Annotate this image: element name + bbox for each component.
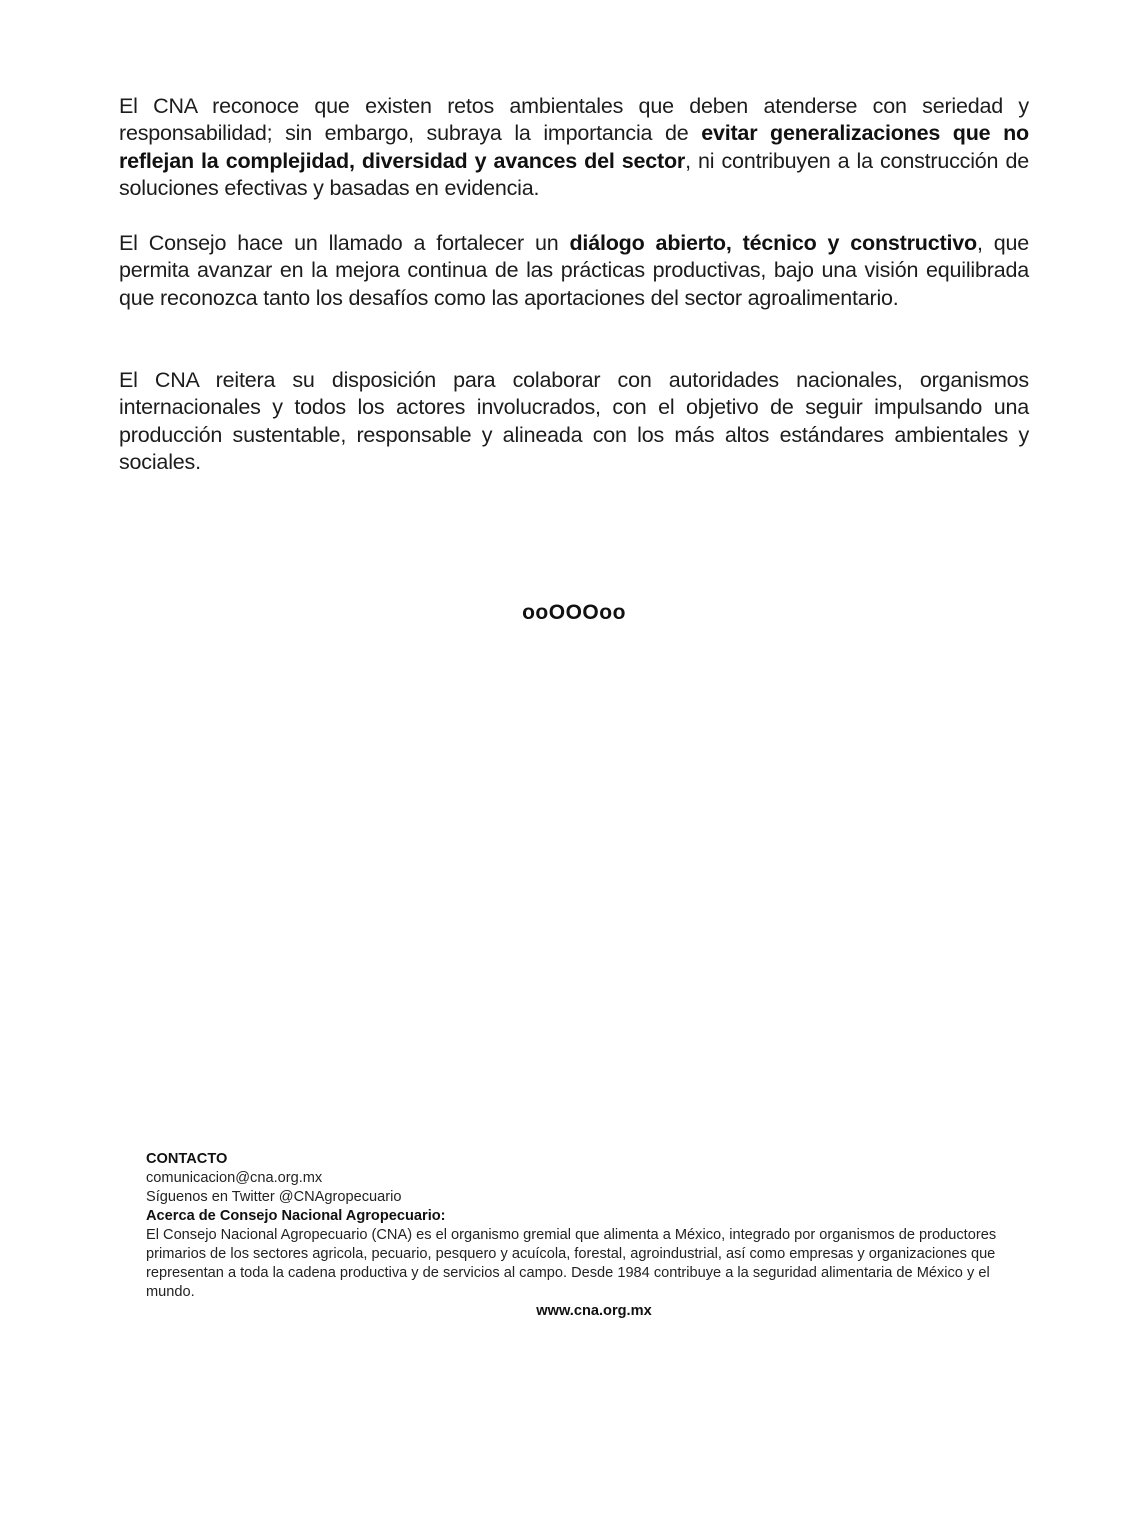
paragraph-text: El Consejo hace un llamado a fortalecer un <box>119 231 570 255</box>
paragraph-text: , ni contribuyen a la construcción de soluciones efectivas y basadas en evidencia. <box>119 148 1029 200</box>
paragraph-environmental-challenges <box>119 93 1029 202</box>
contact-footer <box>146 1150 1036 1302</box>
contact-email-link[interactable]: comunicacion@cna.org.mx <box>146 1170 323 1186</box>
about-description: El Consejo Nacional Agropecuario (CNA) es el organismo gremial que alimenta a México, integrado por organismos de productores primarios de los sectores agricola, pecuario, pesquero y acuícola, forestal, agroindustrial, así como empresas y organizaciones que representan a toda la cadena productiva y de servicios al campo. Desde 1984 contribuye a la seguridad alimentaria de México y el mundo. <box>146 1227 997 1300</box>
paragraph-dialogue-call <box>119 230 1029 312</box>
paragraph-collaboration <box>119 367 1029 476</box>
paragraph-text: , que permita avanzar en la mejora continua de las prácticas productivas, bajo una visión equilibrada que reconozca tanto los desafíos como las aportaciones del sector agroalimentario. <box>119 231 1030 310</box>
paragraph-emphasis: diálogo abierto, técnico y constructivo <box>569 231 977 255</box>
paragraph-text: El CNA reconoce que existen retos ambientales que deben atenderse con seriedad y responsabilidad; sin embargo, subraya la importancia de <box>119 94 1029 146</box>
website-link[interactable]: www.cna.org.mx <box>536 1303 652 1319</box>
end-of-text-separator: ooOOOoo <box>522 601 626 624</box>
twitter-handle: Síguenos en Twitter @CNAgropecuario <box>146 1189 402 1205</box>
contact-label: CONTACTO <box>146 1151 228 1167</box>
paragraph-text: El CNA reitera su disposición para colaborar con autoridades nacionales, organismos internacionales y todos los actores involucrados, con el objetivo de seguir impulsando una producción sustentable, responsable y alineada con los más altos estándares ambientales y sociales. <box>119 368 1029 474</box>
paragraph-emphasis: evitar generalizaciones que no reflejan la complejidad, diversidad y avances del sector <box>119 121 1029 173</box>
about-label: Acerca de Consejo Nacional Agropecuario: <box>146 1208 446 1224</box>
